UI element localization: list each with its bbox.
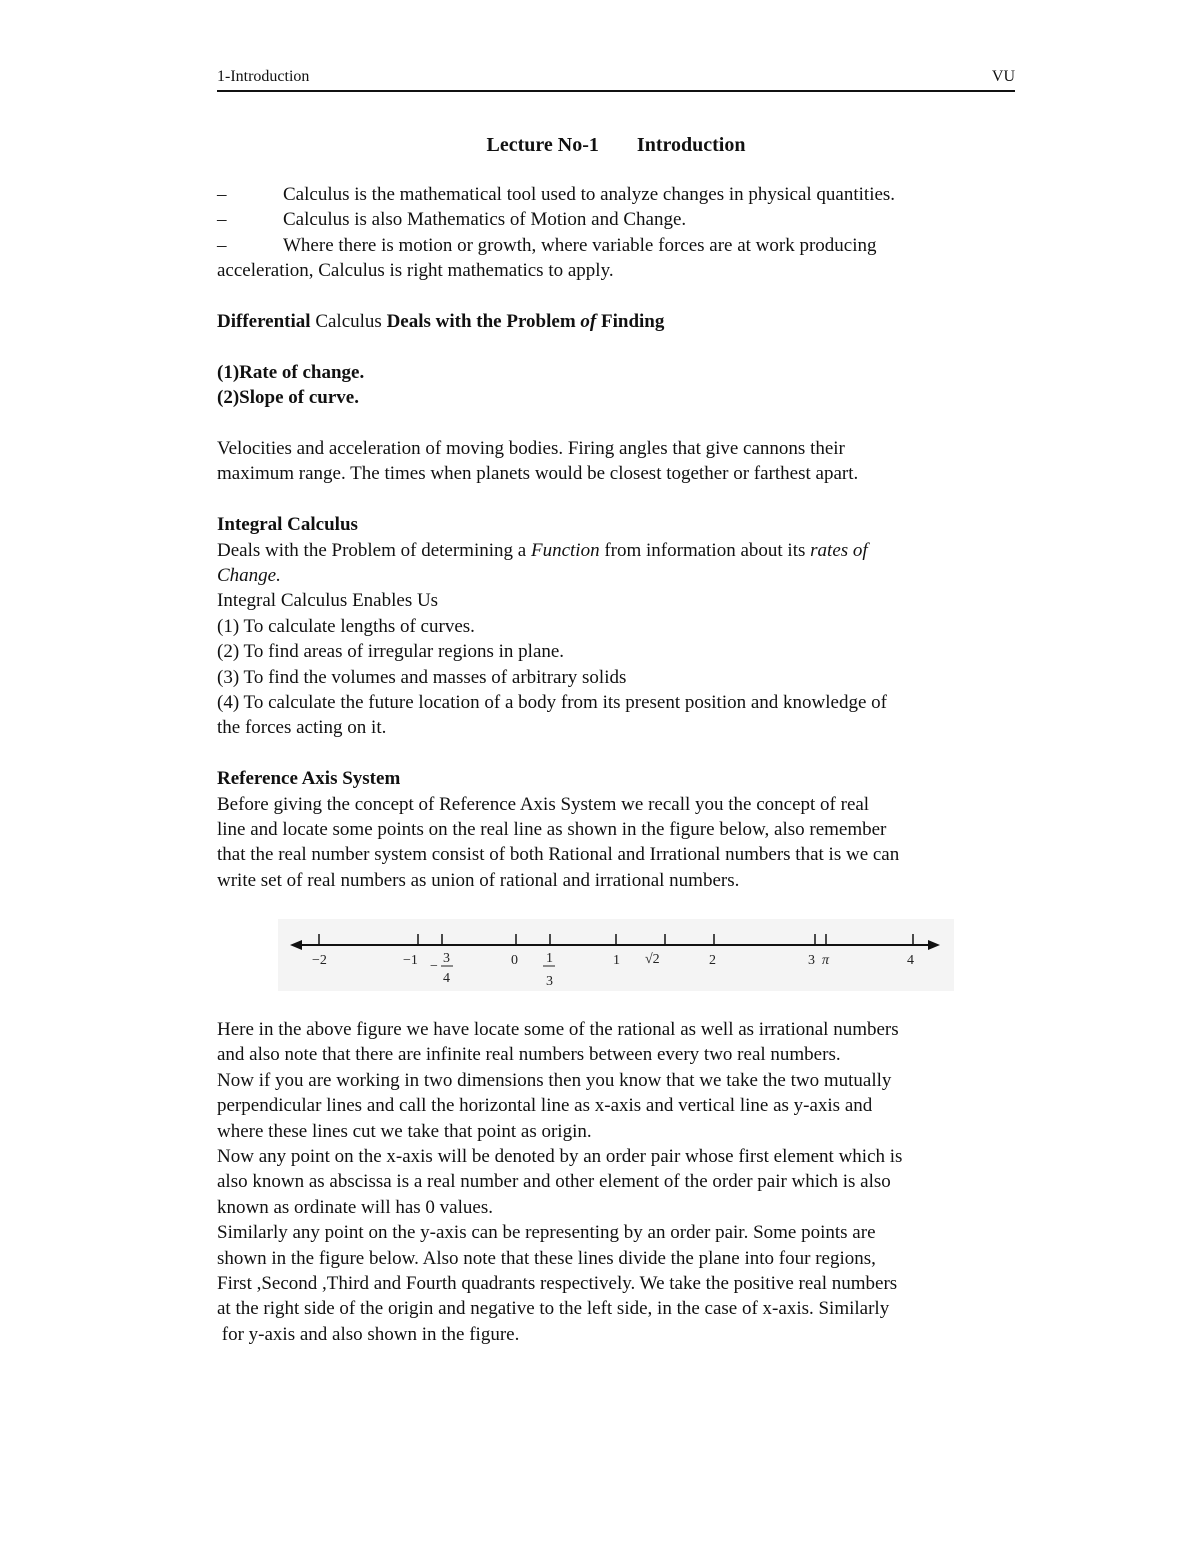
label-two: 2 [709,953,716,968]
label-four: 4 [907,953,914,968]
integral-heading: Integral Calculus [217,514,358,536]
differential-paragraph-line-2: maximum range. The times when planets would be closest together or farthest apart. [217,463,859,485]
lecture-title [217,134,1015,157]
body-line: First ,Second ,Third and Fourth quadrants respectively. We take the positive real numbers [217,1273,898,1295]
header-institution: VU [991,68,1015,85]
reference-line: Before giving the concept of Reference Axis System we recall you the concept of real [217,793,870,815]
integral-item: the forces acting on it. [217,717,387,739]
document-body [217,182,1017,893]
intro-line-4: acceleration, Calculus is right mathematics to apply. [217,260,614,282]
label-minus-3-4-sign: − [430,959,438,974]
body-line: and also note that there are infinite real numbers between every two real numbers. [217,1044,841,1066]
document-body-continued [217,1017,1017,1347]
integral-item: (3) To find the volumes and masses of arbitrary solids [217,666,627,688]
intro-line-3: – Where there is motion or growth, where variable forces are at work producing [217,234,877,256]
right-arrow-icon [928,940,940,950]
body-line: Here in the above figure we have locate some of the rational as well as irrational numbers [217,1019,899,1040]
label-third-den: 3 [546,974,553,989]
differential-paragraph-line-1: Velocities and acceleration of moving bodies. Firing angles that give cannons their [217,438,845,460]
integral-enables: Integral Calculus Enables Us [217,590,439,612]
body-line: known as ordinate will has 0 values. [217,1196,493,1218]
label-zero: 0 [511,953,518,968]
body-line: at the right side of the origin and negative to the left side, in the case of x-axis. Similarly [217,1298,890,1320]
label-one: 1 [613,953,620,968]
intro-line-2: – Calculus is also Mathematics of Motion and Change. [217,209,687,231]
body-line: Now if you are working in two dimensions then you know that we take the two mutually [217,1069,892,1091]
body-line: shown in the figure below. Also note that these lines divide the plane into four regions, [217,1247,876,1269]
integral-item: (2) To find areas of irregular regions in plane. [217,641,565,663]
intro-line-1: – Calculus is the mathematical tool used to analyze changes in physical quantities. [217,184,896,205]
body-line: for y-axis and also shown in the figure. [217,1323,520,1345]
label-pi: π [822,953,830,968]
integral-item: (4) To calculate the future location of a body from its present position and knowledge of [217,692,887,714]
reference-line: write set of real numbers as union of rational and irrational numbers. [217,869,740,891]
number-line-svg [278,919,954,991]
left-arrow-icon [290,940,302,950]
lecture-topic: Introduction [636,134,746,156]
header-chapter: 1-Introduction [217,68,310,85]
label-minus-2: −2 [312,953,327,968]
differential-item-2: (2)Slope of curve. [217,387,359,409]
lecture-number: Lecture No-1 [486,134,599,156]
label-three: 3 [808,953,815,968]
reference-line: that the real number system consist of both Rational and Irrational numbers that is we can [217,844,900,866]
label-sqrt-2: √2 [645,952,660,967]
integral-item: (1) To calculate lengths of curves. [217,615,475,637]
label-minus-3-4-den: 4 [443,971,450,986]
label-minus-3-4-num: 3 [443,951,450,966]
differential-heading: Differential Calculus Deals with the Problem of Finding [217,311,665,333]
label-third-num: 1 [546,951,553,966]
body-line: Similarly any point on the y-axis can be representing by an order pair. Some points are [217,1222,876,1244]
body-line: where these lines cut we take that point as origin. [217,1120,592,1142]
integral-description-cont: Change. [217,565,281,587]
differential-item-1: (1)Rate of change. [217,361,365,383]
label-minus-1: −1 [403,953,418,968]
integral-description: Deals with the Problem of determining a Function from information about its rates of [217,539,868,561]
page-header [217,66,1015,92]
body-line: Now any point on the x-axis will be denoted by an order pair whose first element which is [217,1146,903,1168]
reference-line: line and locate some points on the real line as shown in the figure below, also remember [217,819,887,841]
reference-heading: Reference Axis System [217,768,401,790]
real-number-line-figure [278,919,954,991]
body-line: also known as abscissa is a real number and other element of the order pair which is also [217,1171,891,1193]
body-line: perpendicular lines and call the horizontal line as x-axis and vertical line as y-axis and [217,1095,873,1117]
